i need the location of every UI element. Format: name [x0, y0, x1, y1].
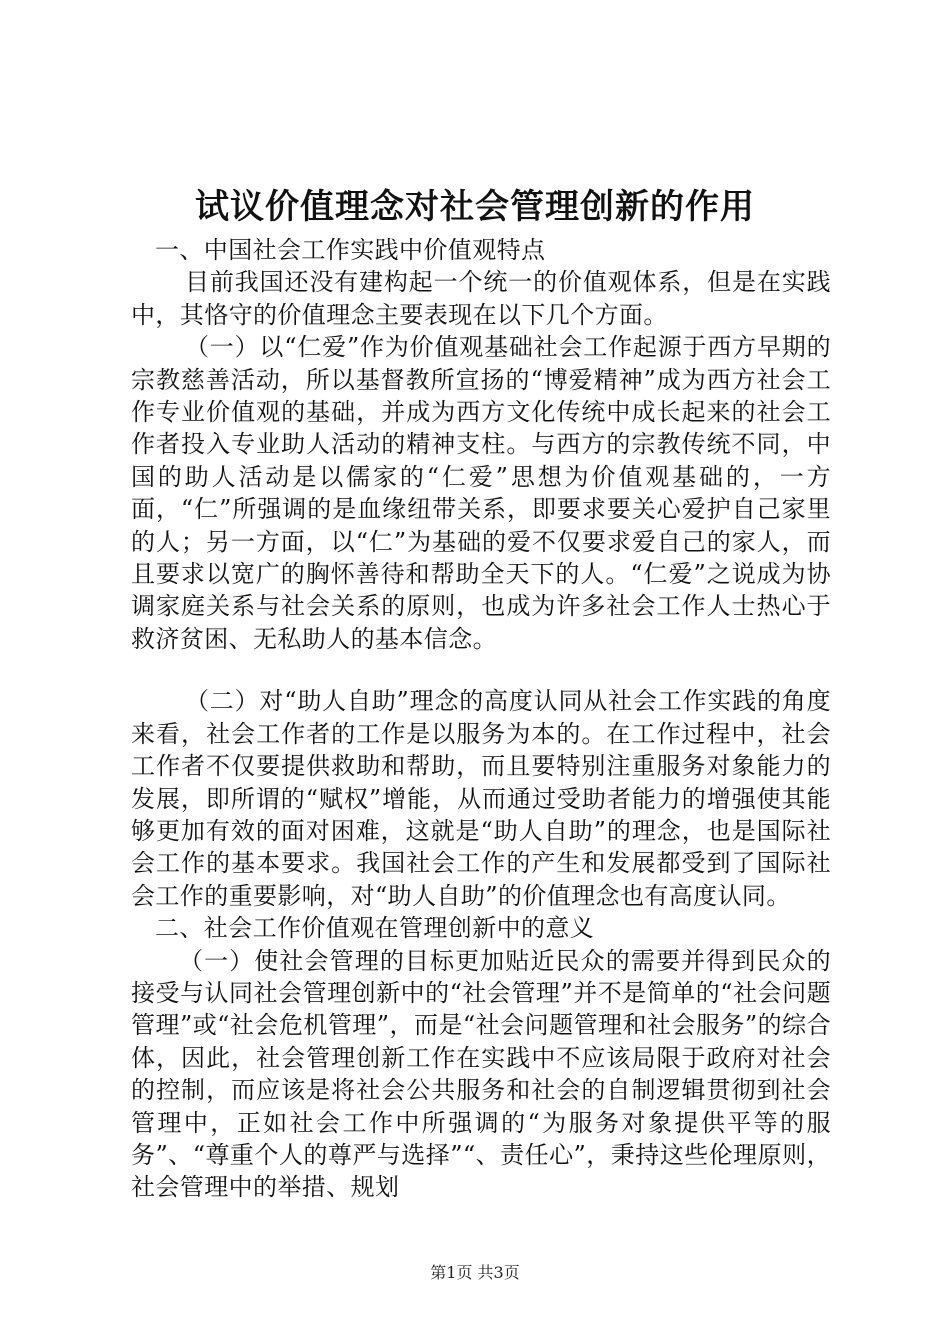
- document-body: [131, 234, 831, 1204]
- paragraph-intro: 目前我国还没有建构起一个统一的价值观体系，但是在实践中，其恪守的价值理念主要表现在以下几个方面。: [131, 268, 831, 329]
- paragraph-social-management: （一）使社会管理的目标更加贴近民众的需要并得到民众的接受与认同社会管理创新中的“社会管理”并不是简单的“社会问题管理”或“社会危机管理”，而是“社会问题管理和社会服务”的综合体，因此，社会管理创新工作在实践中不应该局限于政府对社会的控制，而应该是将社会公共服务和社会的自制逻辑贯彻到社会管理中，正如社会工作中所强调的“为服务对象提供平等的服务”、“尊重个人的尊严与选择”“、责任心”，秉持这些伦理原则，社会管理中的举措、规划: [131, 946, 831, 1202]
- section-heading-2: 二、社会工作价值观在管理创新中的意义: [155, 914, 595, 943]
- page-number-footer: 第1页 共3页: [430, 1263, 520, 1282]
- document-title: 试议价值理念对社会管理创新的作用: [195, 187, 755, 227]
- paragraph-spacer: [131, 655, 831, 685]
- section-heading-1: 一、中国社会工作实践中价值观特点: [155, 236, 546, 264]
- paragraph-renai: （一）以“仁爱”作为价值观基础社会工作起源于西方早期的宗教慈善活动，所以基督教所宣扬的“博爱精神”成为西方社会工作专业价值观的基础，并成为西方文化传统中成长起来的社会工作者投入专业助人活动的精神支柱。与西方的宗教传统不同，中国的助人活动是以儒家的“仁爱”思想为价值观基础的，一方面，“仁”所强调的是血缘纽带关系，即要求要关心爱护自己家里的人；另一方面，以“仁”为基础的爱不仅要求爱自己的家人，而且要求以宽广的胸怀善待和帮助全天下的人。“仁爱”之说成为协调家庭关系与社会关系的原则，也成为许多社会工作人士热心于救济贫困、无私助人的基本信念。: [131, 333, 831, 653]
- paragraph-zhuren-zizhu: （二）对“助人自助”理念的高度认同从社会工作实践的角度来看，社会工作者的工作是以服务为本的。在工作过程中，社会工作者不仅要提供救助和帮助，而且要特别注重服务对象能力的发展，即所谓的“赋权”增能，从而通过受助者能力的增强使其能够更加有效的面对困难，这就是“助人自助”的理念，也是国际社会工作的基本要求。我国社会工作的产生和发展都受到了国际社会工作的重要影响，对“助人自助”的价值理念也有高度认同。: [131, 687, 831, 910]
